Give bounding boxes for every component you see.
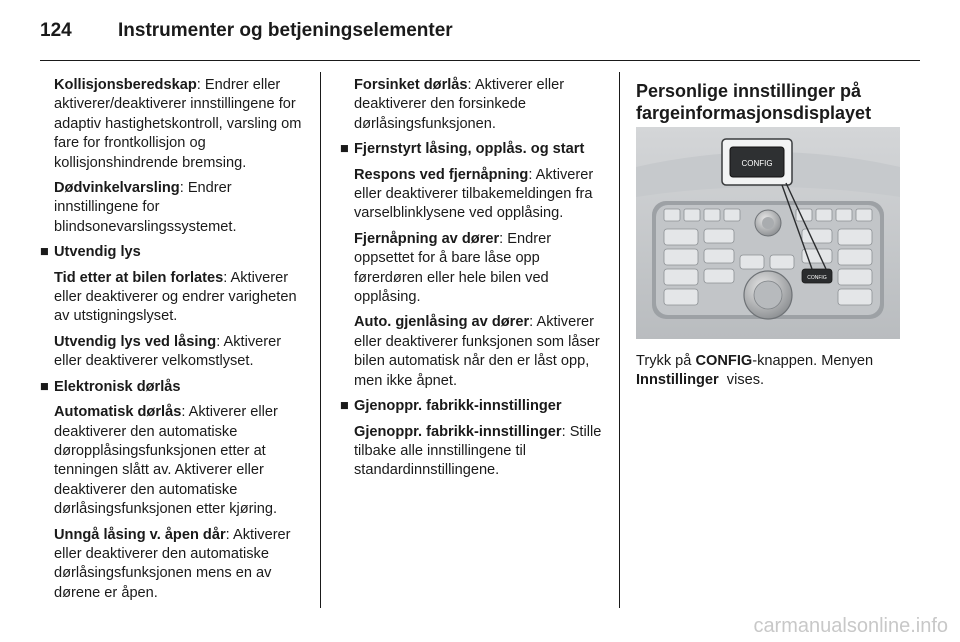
column-2	[340, 76, 606, 487]
term-unnga: Unngå låsing v. åpen dår	[54, 526, 226, 543]
column-3	[636, 80, 906, 124]
paragraph-unnga	[40, 526, 308, 604]
term-laasing: Utvendig lys ved låsing	[54, 333, 217, 350]
paragraph-autogj	[340, 313, 606, 391]
text-forsinket: : Aktiverer eller deaktiverer den forsinkede dørlåsingsfunksjonen.	[354, 77, 565, 132]
bullet-icon: ■	[340, 141, 349, 158]
section-heading: Personlige innstillinger på fargeinformasjonsdisplayet	[636, 81, 872, 123]
watermark: carmanualsonline.info	[753, 615, 948, 637]
caption-post: vises.	[718, 372, 765, 389]
caption-menu: Innstillinger	[636, 372, 719, 389]
text-autogj: : Aktiverer eller deaktiverer funksjonen som låser bilen automatisk når den er låst opp, men ikke åpnet.	[354, 314, 600, 389]
bullet-fjern	[340, 140, 606, 159]
bullet-icon: ■	[40, 378, 49, 395]
term-fjernapning: Fjernåpning av dører	[354, 230, 500, 247]
column-divider-1	[320, 72, 321, 608]
term-gjenopp: Gjenoppr. fabrikk-innstillinger	[354, 423, 562, 440]
page-number: 124	[40, 20, 72, 41]
text-fjernapning: : Endrer oppsettet for å bare låse opp førerdøren eller hele bilen ved opplåsing.	[354, 230, 552, 306]
bullet-dorlaas	[40, 378, 308, 397]
paragraph-forsinket	[340, 76, 606, 134]
text-auto: : Aktiverer eller deaktiverer den automatiske døropplåsingsfunksjonen etter at tenningen slått av. Aktiverer eller deaktiverer den automatiske dørlåsingsfunksjonen etter kjøring.	[54, 404, 278, 518]
caption	[636, 352, 906, 391]
term-tid: Tid etter at bilen forlates	[54, 269, 224, 286]
paragraph-fjernapning	[340, 230, 606, 308]
page-title: Instrumenter og betjeningselementer	[118, 20, 453, 41]
term-autogj: Auto. gjenlåsing av dører	[354, 314, 530, 331]
text-respons: : Aktiverer eller deaktiverer tilbakemeldingen fra varselblinklysene ved opplåsing.	[354, 166, 594, 222]
paragraph-laasing	[40, 333, 308, 372]
header-rule	[40, 60, 920, 61]
heading-dorlaas: Elektronisk dørlås	[54, 378, 181, 395]
term-dodvinkel: Dødvinkelvarsling	[54, 180, 180, 197]
control-panel-photo	[636, 127, 900, 339]
caption-mid: -knappen. Menyen	[752, 353, 874, 369]
text-kollisjon: : Endrer eller aktiverer/deaktiverer innstillingene for adaptiv hastighetskontroll, varsling om fare for frontkollisjon og kollisjonshindrende bremsing.	[54, 77, 302, 171]
caption-pre: Trykk på	[636, 353, 696, 369]
text-tid: : Aktiverer eller deaktiverer og endrer varigheten av utstigningslyset.	[54, 269, 297, 325]
photo-small-config-label: CONFIG	[807, 275, 827, 281]
paragraph-dodvinkel	[40, 179, 308, 237]
column-1	[40, 76, 308, 609]
paragraph-auto	[40, 403, 308, 519]
text-gjenopp: : Stille tilbake alle innstillingene til standardinnstillingene.	[354, 423, 602, 479]
term-respons: Respons ved fjernåpning	[354, 166, 529, 183]
heading-utvendig: Utvendig lys	[54, 244, 141, 261]
paragraph-tid	[40, 269, 308, 327]
text-dodvinkel: : Endrer innstillingene for blindsonevarslingssystemet.	[54, 180, 237, 235]
column-divider-2	[619, 72, 620, 608]
text-unnga: : Aktiverer eller deaktiverer den automatiske dørlåsingsfunksjonen mens en av dørene er åpen.	[54, 526, 291, 601]
term-forsinket: Forsinket dørlås	[354, 77, 468, 93]
paragraph-gjenopp	[340, 423, 606, 481]
term-auto: Automatisk dørlås	[54, 404, 182, 421]
term-kollisjon: Kollisjonsberedskap	[54, 77, 197, 93]
text-laasing: : Aktiverer eller deaktiverer velkomstlyset.	[54, 333, 282, 370]
heading-gjenopp: Gjenoppr. fabrikk-innstillinger	[354, 398, 562, 415]
bullet-icon: ■	[340, 398, 349, 415]
caption-config: CONFIG	[695, 353, 753, 369]
heading-fjern: Fjernstyrt låsing, opplås. og start	[354, 141, 585, 158]
page-header	[40, 12, 920, 52]
photo-config-button-label: CONFIG	[741, 159, 773, 168]
bullet-utvendig	[40, 243, 308, 262]
bullet-icon: ■	[40, 244, 49, 261]
bullet-gjenopp	[340, 397, 606, 416]
paragraph-kollisjon	[40, 76, 308, 173]
paragraph-respons	[340, 166, 606, 224]
